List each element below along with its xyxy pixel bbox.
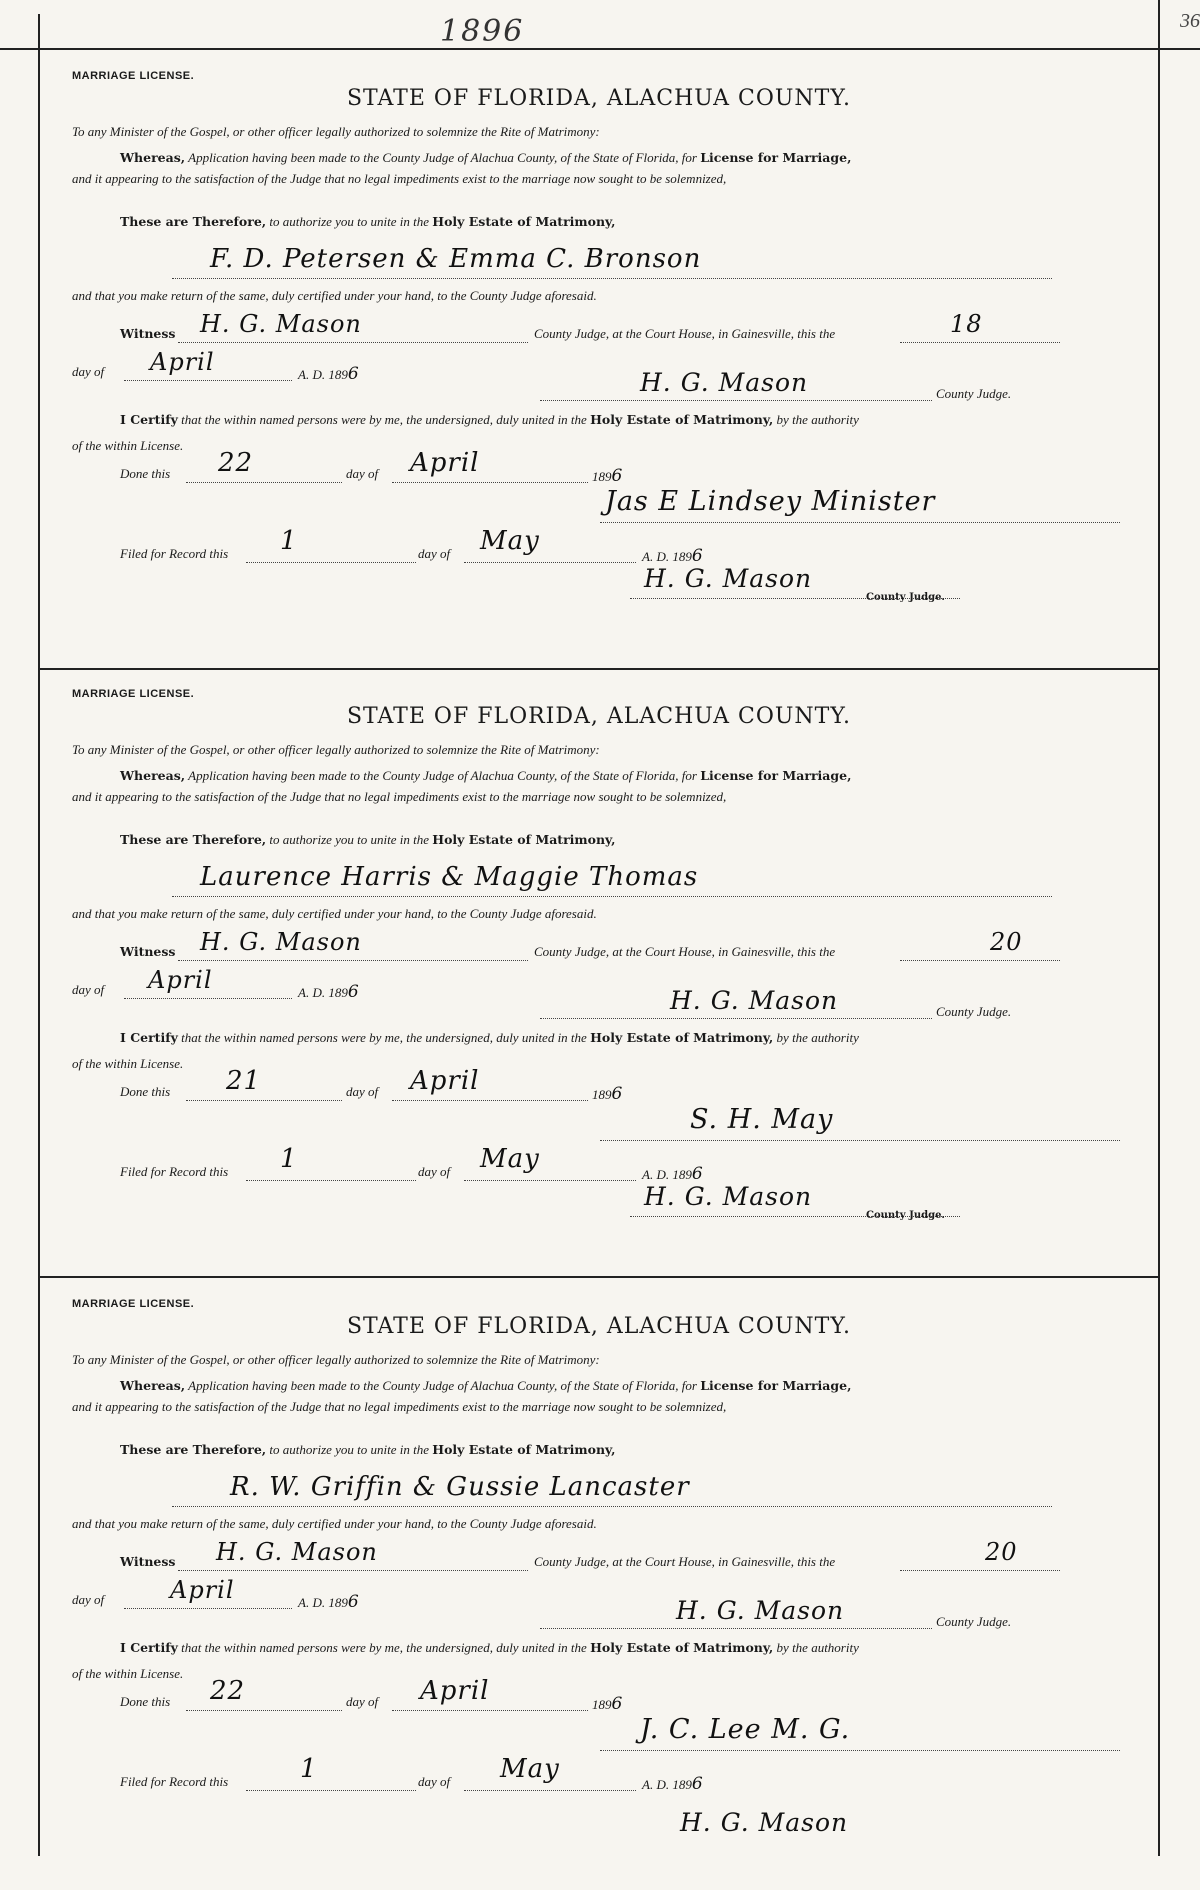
filed-day: 1	[300, 1754, 318, 1784]
certify-line: I Certify that the within named persons were by me, the undersigned, duly united in the Holy Estate of Matrimony, by the authority	[120, 1030, 859, 1045]
done-this-label: Done this	[120, 1694, 171, 1709]
these-words: These are Therefore,	[120, 214, 267, 229]
witness-line	[178, 960, 528, 961]
certify-line: I Certify that the within named persons were by me, the undersigned, duly united in the Holy Estate of Matrimony, by the authority	[120, 1640, 859, 1655]
address-line: To any Minister of the Gospel, or other officer legally authorized to solemnize the Rite of Matrimony:	[72, 742, 600, 757]
license-label: MARRIAGE LICENSE.	[72, 70, 195, 82]
filed-day-of: day of	[418, 1774, 451, 1789]
issue-day: 20	[985, 1538, 1018, 1566]
parties-names: R. W. Griffin & Gussie Lancaster	[230, 1472, 690, 1502]
filed-signature: H. G. Mason	[680, 1808, 849, 1837]
officiant-signature: Jas E Lindsey Minister	[605, 486, 936, 517]
whereas-word: Whereas,	[120, 150, 186, 165]
done-month: April	[410, 448, 480, 478]
filed-month-line	[464, 1790, 636, 1791]
done-year: 1896	[592, 1694, 624, 1714]
day-of-label: day of	[72, 364, 105, 379]
license-label: MARRIAGE LICENSE.	[72, 1298, 195, 1310]
page-number: 36	[1180, 10, 1200, 32]
return-line: and that you make return of the same, duly certified under your hand, to the County Judge aforesaid.	[72, 288, 597, 303]
done-day-line	[186, 482, 342, 483]
filed-signature: H. G. Mason	[644, 564, 813, 593]
filed-year: A. D. 1896	[642, 1164, 704, 1184]
year-header: 1896	[440, 14, 525, 49]
issue-year: A. D. 1896	[298, 1592, 360, 1612]
holy-estate: Holy Estate of Matrimony,	[432, 214, 616, 229]
whereas-continuation: and it appearing to the satisfaction of the Judge that no legal impediments exist to the marriage now sought to be solemnized,	[72, 789, 727, 804]
marriage-license-2	[40, 670, 1158, 1280]
done-month: April	[420, 1676, 490, 1706]
witness-name: H. G. Mason	[200, 928, 362, 956]
marriage-license-3	[40, 1280, 1158, 1890]
court-text: County Judge, at the Court House, in Gainesville, this the	[534, 944, 836, 959]
issue-month-line	[124, 1608, 292, 1609]
filed-year: A. D. 1896	[642, 546, 704, 566]
filed-label: Filed for Record this	[120, 1164, 229, 1179]
officiant-line	[600, 1750, 1120, 1751]
county-judge-label: County Judge.	[936, 1004, 1012, 1019]
filed-label: Filed for Record this	[120, 546, 229, 561]
parties-line	[172, 896, 1052, 897]
right-margin-rule	[1158, 0, 1160, 1856]
these-text: to authorize you to unite in the	[269, 214, 430, 229]
issue-month-line	[124, 380, 292, 381]
witness-name: H. G. Mason	[200, 310, 362, 338]
county-judge-label: County Judge.	[936, 386, 1012, 401]
parties-names: F. D. Petersen & Emma C. Bronson	[210, 244, 702, 274]
whereas-line: Whereas, Application having been made to the County Judge of Alachua County, of the State of Florida, for License for Marriage,	[120, 1378, 852, 1393]
done-month: April	[410, 1066, 480, 1096]
done-day-of: day of	[346, 1084, 379, 1099]
judge-signature: H. G. Mason	[640, 368, 809, 397]
license-words: License for Marriage,	[700, 150, 852, 165]
filed-signature: H. G. Mason	[644, 1182, 813, 1211]
filed-day-of: day of	[418, 546, 451, 561]
filed-day-of: day of	[418, 1164, 451, 1179]
whereas-text-1: Application having been made to the County Judge of Alachua County, of the State of Florida, for	[188, 150, 697, 165]
filed-month-line	[464, 1180, 636, 1181]
whereas-line	[120, 150, 851, 166]
filed-label: Filed for Record this	[120, 1774, 229, 1789]
return-line: and that you make return of the same, duly certified under your hand, to the County Judge aforesaid.	[72, 1516, 597, 1531]
done-year: 1896	[592, 466, 624, 486]
officiant-signature: J. C. Lee M. G.	[640, 1714, 851, 1745]
issue-day: 18	[950, 310, 983, 338]
witness-line	[178, 342, 528, 343]
done-year: 1896	[592, 1084, 624, 1104]
done-day: 22	[210, 1676, 246, 1706]
witness-word: Witness	[120, 944, 176, 959]
day-of-label: day of	[72, 982, 105, 997]
done-day: 22	[218, 448, 254, 478]
filed-day: 1	[280, 1144, 298, 1174]
filed-month: May	[480, 1144, 540, 1174]
done-month-line	[392, 482, 588, 483]
county-judge-small: County Judge.	[866, 1210, 945, 1221]
these-line: These are Therefore, to authorize you to unite in the Holy Estate of Matrimony,	[120, 832, 616, 847]
done-this-label: Done this	[120, 1084, 171, 1099]
top-rule	[0, 48, 1200, 50]
done-this-label: Done this	[120, 466, 171, 481]
parties-line	[172, 1506, 1052, 1507]
officiant-line	[600, 522, 1120, 523]
license-title: STATE OF FLORIDA, ALACHUA COUNTY.	[346, 86, 852, 111]
whereas-continuation: and it appearing to the satisfaction of the Judge that no legal impediments exist to the marriage now sought to be solemnized,	[72, 171, 727, 186]
filed-month: May	[500, 1754, 560, 1784]
done-day-line	[186, 1100, 342, 1101]
done-month-line	[392, 1100, 588, 1101]
done-month-line	[392, 1710, 588, 1711]
address-line: To any Minister of the Gospel, or other officer legally authorized to solemnize the Rite of Matrimony:	[72, 124, 600, 139]
address-line: To any Minister of the Gospel, or other officer legally authorized to solemnize the Rite of Matrimony:	[72, 1352, 600, 1367]
parties-line	[172, 278, 1052, 279]
day-of-label: day of	[72, 1592, 105, 1607]
filed-month: May	[480, 526, 540, 556]
license-separator-2	[40, 1276, 1158, 1278]
issue-day-line	[900, 342, 1060, 343]
filed-day-line	[246, 1790, 416, 1791]
court-text: County Judge, at the Court House, in Gainesville, this the	[534, 326, 836, 341]
these-line	[120, 214, 615, 230]
done-day-of: day of	[346, 1694, 379, 1709]
witness-name: H. G. Mason	[216, 1538, 378, 1566]
issue-month-line	[124, 998, 292, 999]
filed-day-line	[246, 1180, 416, 1181]
officiant-signature: S. H. May	[690, 1104, 834, 1135]
witness-word: Witness	[120, 326, 176, 341]
return-line: and that you make return of the same, duly certified under your hand, to the County Judge aforesaid.	[72, 906, 597, 921]
judge-signature-line	[540, 1628, 932, 1629]
issue-month: April	[170, 1576, 235, 1604]
license-title: STATE OF FLORIDA, ALACHUA COUNTY.	[346, 1314, 852, 1339]
done-day: 21	[226, 1066, 262, 1096]
court-text: County Judge, at the Court House, in Gainesville, this the	[534, 1554, 836, 1569]
filed-year: A. D. 1896	[642, 1774, 704, 1794]
marriage-license-1	[40, 52, 1158, 662]
license-label: MARRIAGE LICENSE.	[72, 688, 195, 700]
whereas-line: Whereas, Application having been made to the County Judge of Alachua County, of the State of Florida, for License for Marriage,	[120, 768, 852, 783]
certify-authority: of the within License.	[72, 438, 184, 453]
judge-signature-line	[540, 400, 932, 401]
done-day-of: day of	[346, 466, 379, 481]
judge-signature: H. G. Mason	[670, 986, 839, 1015]
officiant-line	[600, 1140, 1120, 1141]
issue-day-line	[900, 1570, 1060, 1571]
license-title: STATE OF FLORIDA, ALACHUA COUNTY.	[346, 704, 852, 729]
issue-day: 20	[990, 928, 1023, 956]
certify-line: I Certify that the within named persons were by me, the undersigned, duly united in the Holy Estate of Matrimony, by the authority	[120, 412, 859, 427]
filed-month-line	[464, 562, 636, 563]
filed-day-line	[246, 562, 416, 563]
parties-names: Laurence Harris & Maggie Thomas	[200, 862, 699, 892]
filed-day: 1	[280, 526, 298, 556]
done-day-line	[186, 1710, 342, 1711]
judge-signature-line	[540, 1018, 932, 1019]
certify-authority: of the within License.	[72, 1056, 184, 1071]
issue-year: A. D. 1896	[298, 982, 360, 1002]
witness-line	[178, 1570, 528, 1571]
issue-day-line	[900, 960, 1060, 961]
these-line: These are Therefore, to authorize you to unite in the Holy Estate of Matrimony,	[120, 1442, 616, 1457]
judge-signature: H. G. Mason	[676, 1596, 845, 1625]
county-judge-small: County Judge.	[866, 592, 945, 603]
certify-authority: of the within License.	[72, 1666, 184, 1681]
issue-year: A. D. 1896	[298, 364, 360, 384]
whereas-continuation: and it appearing to the satisfaction of the Judge that no legal impediments exist to the marriage now sought to be solemnized,	[72, 1399, 727, 1414]
witness-word: Witness	[120, 1554, 176, 1569]
issue-month: April	[148, 966, 213, 994]
issue-month: April	[150, 348, 215, 376]
county-judge-label: County Judge.	[936, 1614, 1012, 1629]
